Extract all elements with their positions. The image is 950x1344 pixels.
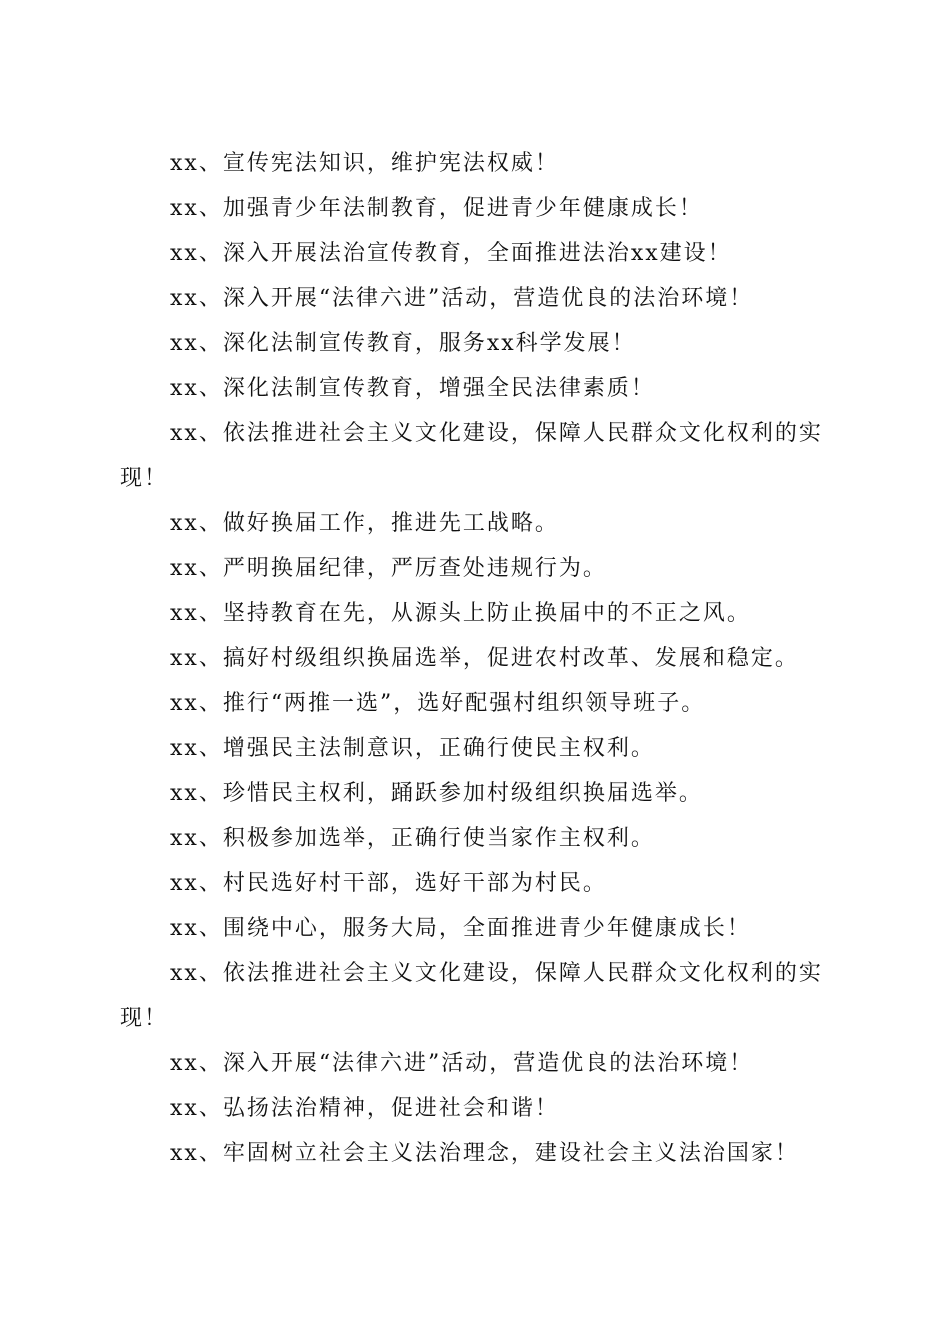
document-body [120, 141, 830, 1176]
slogan-paragraph: xx、珍惜民主权利，踊跃参加村级组织换届选举。 [170, 781, 703, 806]
slogan-paragraph: xx、依法推进社会主义文化建设，保障人民群众文化权利的实现！ [120, 961, 823, 1031]
slogan-paragraph: xx、做好换届工作，推进先工战略。 [170, 511, 559, 536]
slogan-paragraph: xx、搞好村级组织换届选举，促进农村改革、发展和稳定。 [170, 646, 799, 671]
slogan-paragraph: xx、加强青少年法制教育，促进青少年健康成长！ [170, 196, 703, 221]
slogan-paragraph: xx、积极参加选举，正确行使当家作主权利。 [170, 826, 655, 851]
slogan-paragraph: xx、增强民主法制意识，正确行使民主权利。 [170, 736, 655, 761]
slogan-paragraph: xx、推行“两推一选”，选好配强村组织领导班子。 [170, 691, 706, 716]
slogan-paragraph: xx、严明换届纪律，严厉查处违规行为。 [170, 556, 607, 581]
slogan-paragraph: xx、围绕中心，服务大局，全面推进青少年健康成长！ [170, 916, 751, 941]
slogan-paragraph: xx、深化法制宣传教育，服务xx科学发展！ [170, 331, 636, 356]
slogan-paragraph: xx、深入开展“法律六进”活动，营造优良的法治环境！ [170, 1051, 754, 1076]
slogan-paragraph: xx、弘扬法治精神，促进社会和谐！ [170, 1096, 559, 1121]
slogan-paragraph: xx、村民选好村干部，选好干部为村民。 [170, 871, 607, 896]
slogan-paragraph: xx、宣传宪法知识，维护宪法权威！ [170, 151, 559, 176]
slogan-paragraph: xx、依法推进社会主义文化建设，保障人民群众文化权利的实现！ [120, 421, 823, 491]
slogan-paragraph: xx、坚持教育在先，从源头上防止换届中的不正之风。 [170, 601, 751, 626]
slogan-paragraph: xx、牢固树立社会主义法治理念，建设社会主义法治国家！ [170, 1141, 799, 1166]
slogan-paragraph: xx、深化法制宣传教育，增强全民法律素质！ [170, 376, 655, 401]
slogan-paragraph: xx、深入开展法治宣传教育，全面推进法治xx建设！ [170, 241, 732, 266]
slogan-paragraph: xx、深入开展“法律六进”活动，营造优良的法治环境！ [170, 286, 754, 311]
